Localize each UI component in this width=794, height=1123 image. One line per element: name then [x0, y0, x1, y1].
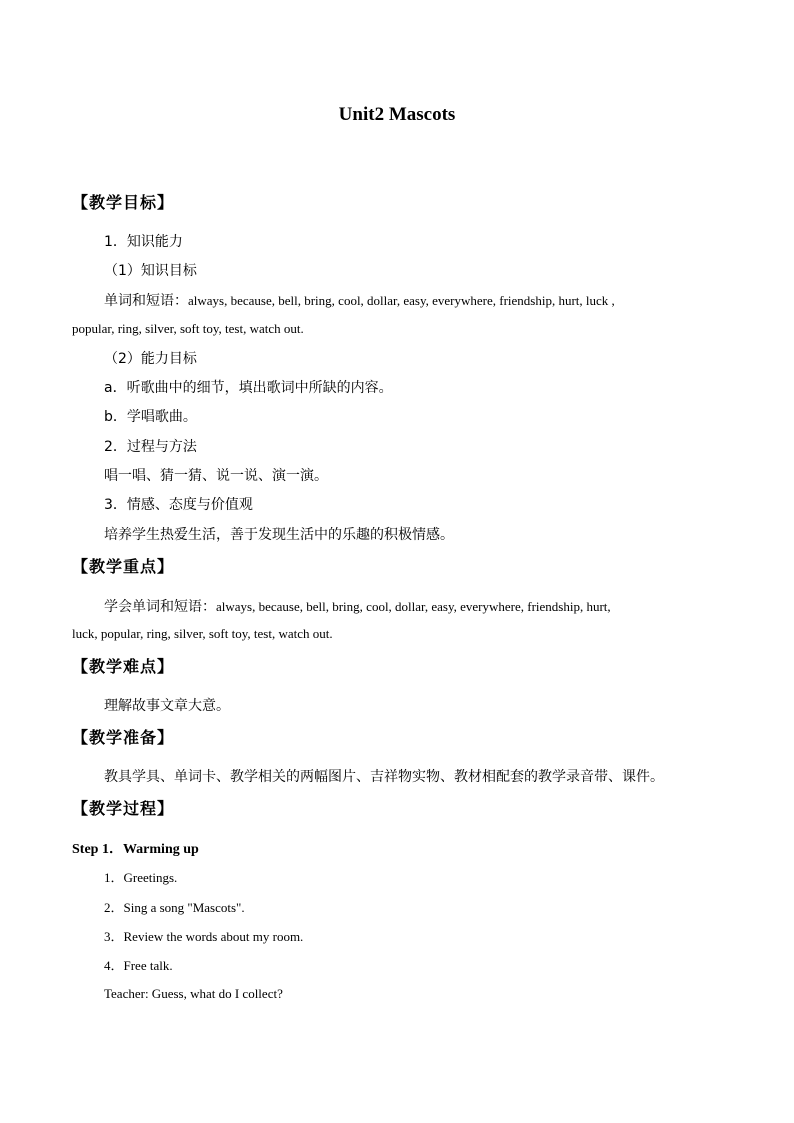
- process-method-heading: 2．过程与方法: [104, 439, 197, 455]
- process-item-1: 1．Greetings.: [104, 870, 178, 885]
- vocab-words-1: always, because, bell, bring, cool, dollar, easy, everywhere, friendship, hurt, luck ,: [188, 293, 615, 308]
- knowledge-goal-heading: （1）知识目标: [104, 263, 197, 279]
- difficulties-text: 理解故事文章大意。: [104, 698, 230, 714]
- vocab-label: 单词和短语：: [104, 293, 188, 309]
- key-points-label: 学会单词和短语：: [104, 599, 216, 615]
- emotion-heading: 3．情感、态度与价值观: [104, 497, 253, 513]
- vocab-line-1: [104, 290, 615, 310]
- process-item-2: 2．Sing a song "Mascots".: [104, 900, 245, 915]
- preparation-text: 教具学具、单词卡、教学相关的两幅图片、吉祥物实物、教材相配套的教学录音带、课件。: [104, 769, 664, 785]
- key-points-line-2: luck, popular, ring, silver, soft toy, test, watch out.: [72, 626, 333, 641]
- key-points-words-1: always, because, bell, bring, cool, dollar, easy, everywhere, friendship, hurt,: [216, 599, 611, 614]
- key-points-line-1: [104, 596, 611, 616]
- section-heading-process: 【教学过程】: [72, 799, 175, 818]
- section-heading-key-points: 【教学重点】: [72, 557, 175, 576]
- knowledge-ability-heading: 1．知识能力: [104, 234, 183, 250]
- page-title: Unit2 Mascots: [338, 104, 456, 125]
- process-method-text: 唱一唱、猜一猜、说一说、演一演。: [104, 468, 328, 484]
- vocab-line-2: popular, ring, silver, soft toy, test, watch out.: [72, 321, 304, 336]
- ability-goal-heading: （2）能力目标: [104, 351, 197, 367]
- process-item-3: 3．Review the words about my room.: [104, 929, 304, 944]
- step-1-heading: Step 1．Warming up: [72, 842, 199, 857]
- ability-item-a: a．听歌曲中的细节，填出歌词中所缺的内容。: [104, 380, 393, 396]
- section-heading-objectives: 【教学目标】: [72, 193, 175, 212]
- section-heading-difficulties: 【教学难点】: [72, 657, 175, 676]
- teacher-dialogue: Teacher: Guess, what do I collect?: [104, 986, 283, 1001]
- process-item-4: 4．Free talk.: [104, 958, 173, 973]
- section-heading-preparation: 【教学准备】: [72, 728, 175, 747]
- emotion-text: 培养学生热爱生活，善于发现生活中的乐趣的积极情感。: [104, 527, 454, 543]
- ability-item-b: b．学唱歌曲。: [104, 409, 197, 425]
